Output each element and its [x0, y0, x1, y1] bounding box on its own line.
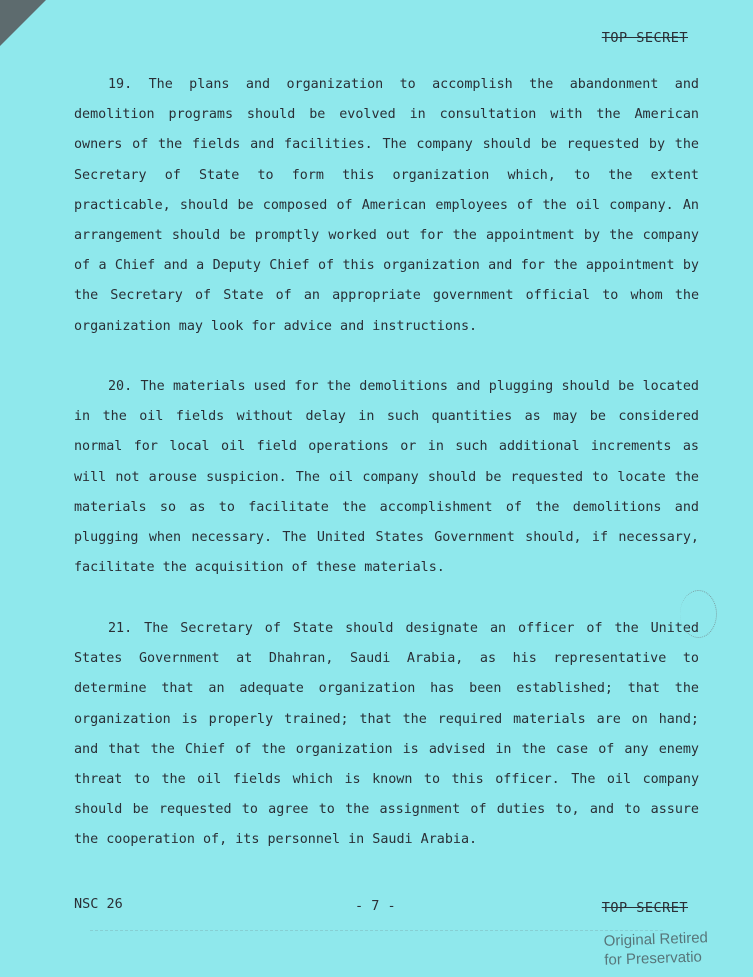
- paragraph-20: 20. The materials used for the demolitions and plugging should be located in the oil fields without delay in such quantities as may be considered normal for local oil field operations or in such additional increments as will not arouse suspicion. The oil company should be requested to locate the materials so as to facilitate the accomplishment of the demolitions and plugging when necessary. The United States Government should, if necessary, facilitate the acquisition of these materials.: [74, 379, 699, 576]
- archive-stamp: [603, 928, 708, 970]
- document-id: NSC 26: [74, 896, 123, 912]
- paragraph-21: 21. The Secretary of State should designate an officer of the United States Government at Dhahran, Saudi Arabia, as his representative to determine that an adequate organization has been established; that the organization is properly trained; that the required materials are on hand; and that the Chief of the organization is advised in the case of any enemy threat to the oil fields which is known to this officer. The oil company should be requested to agree to the assignment of duties to, and to assure the cooperation of, its personnel in Saudi Arabia.: [74, 621, 699, 848]
- stamp-line-2: for Preservatio: [603, 948, 702, 969]
- footer-classification: TOP SECRET: [601, 900, 688, 916]
- page-number: - 7 -: [355, 898, 396, 914]
- stamp-mark: [680, 590, 717, 638]
- paragraph-19: 19. The plans and organization to accomplish the abandonment and demolition programs should be evolved in consultation with the American owners of the fields and facilities. The company should be requested by the Secretary of State to form this organization which, to the extent practicable, should be composed of American employees of the oil company. An arrangement should be promptly worked out for the appointment by the company of a Chief and a Deputy Chief of this organization and for the appointment by the Secretary of State of an appropriate government official to whom the organization may look for advice and instructions.: [74, 77, 699, 334]
- header-classification: TOP SECRET: [601, 30, 688, 46]
- footer-divider: [90, 930, 663, 931]
- page-corner-shadow: [0, 0, 46, 46]
- stamp-line-1: Original Retired: [603, 929, 708, 950]
